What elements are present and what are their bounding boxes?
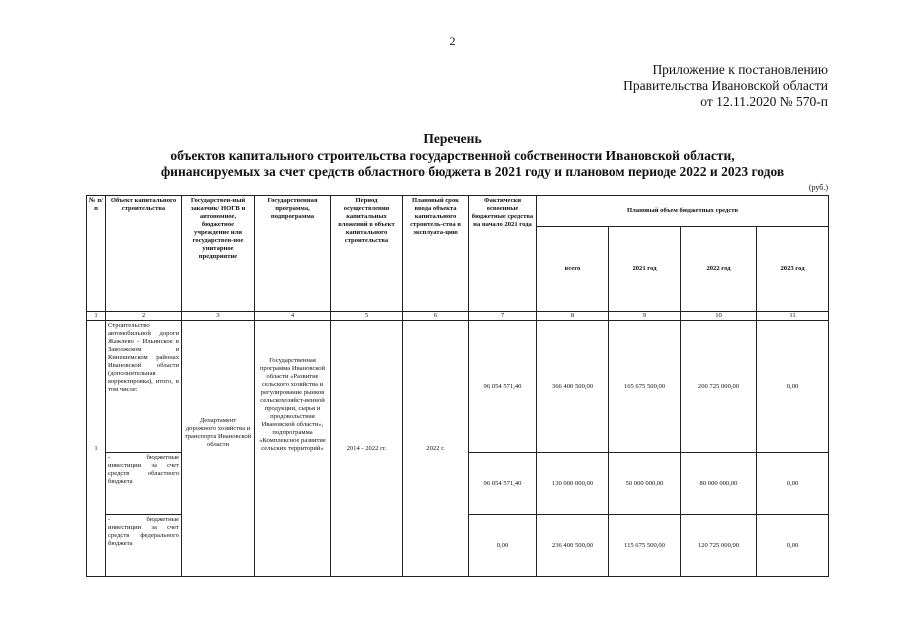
y2022-cell: 120 725 000,00	[681, 515, 757, 577]
header-period: Период осуществления капитальных вложений в объект капитального строительства	[331, 196, 403, 312]
y2023-cell: 0,00	[757, 515, 829, 577]
column-number-row	[87, 312, 829, 321]
document-title	[0, 131, 905, 181]
col-number: 8	[537, 312, 609, 321]
y2021-cell: 50 000 000,00	[609, 453, 681, 515]
header-row	[87, 196, 829, 227]
y2022-cell: 200 725 000,00	[681, 321, 757, 453]
objects-table	[86, 195, 829, 577]
header-2022: 2022 год	[681, 227, 757, 312]
header-commission: Плановый срок ввода объекта капитального строитель-ства в эксплуата-цию	[403, 196, 469, 312]
header-planned: Плановый объем бюджетных средств	[537, 196, 829, 227]
total-cell: 236 400 500,00	[537, 515, 609, 577]
appendix-line-3: от 12.11.2020 № 570-п	[700, 94, 828, 109]
col-number: 7	[469, 312, 537, 321]
col-number: 2	[106, 312, 182, 321]
object-name: - бюджетные инвестиции за счет средств областного бюджета	[106, 453, 182, 515]
header-2023: 2023 год	[757, 227, 829, 312]
header-program: Государственная программа, подпрограмма	[255, 196, 331, 312]
col-number: 6	[403, 312, 469, 321]
title-line-3: финансируемых за счет средств областного бюджета в 2021 году и плановом периоде 2022 и 2023 годов	[160, 164, 785, 179]
y2023-cell: 0,00	[757, 321, 829, 453]
total-cell: 130 000 000,00	[537, 453, 609, 515]
header-total: всего	[537, 227, 609, 312]
fact-cell: 96 054 571,40	[469, 453, 537, 515]
title-line-2: объектов капитального строительства государственной собственности Ивановской области,	[170, 147, 735, 163]
y2022-cell: 80 000 000,00	[681, 453, 757, 515]
total-cell: 366 400 500,00	[537, 321, 609, 453]
appendix-note	[623, 62, 828, 110]
row-number: 1	[87, 321, 106, 577]
unit-label: (руб.)	[808, 183, 828, 192]
appendix-line-2: Правительства Ивановской области	[623, 78, 828, 93]
col-number: 5	[331, 312, 403, 321]
table-row	[87, 321, 829, 453]
object-name: Строительство автомобильной дороги Жажлево - Ильинское в Заволжском и Кинешемском районах Ивановской области (дополнительная корректировка), итого, в том числе:	[106, 321, 182, 453]
customer-cell: Департамент дорожного хозяйства и транспорта Ивановской области	[182, 321, 255, 577]
period-cell: 2014 - 2022 гг.	[331, 321, 403, 577]
header-object: Объект капитального строительства	[106, 196, 182, 312]
header-number: № п/п	[87, 196, 106, 312]
object-name: - бюджетные инвестиции за счет средств федерального бюджета	[106, 515, 182, 577]
col-number: 3	[182, 312, 255, 321]
header-customer: Государствен-ный заказчик/ НОГВ и автономное, бюджетное учреждение или государствен-ное унитарное предприятие	[182, 196, 255, 312]
col-number: 1	[87, 312, 106, 321]
col-number: 4	[255, 312, 331, 321]
appendix-line-1: Приложение к постановлению	[652, 62, 828, 77]
y2021-cell: 165 675 500,00	[609, 321, 681, 453]
header-2021: 2021 год	[609, 227, 681, 312]
title-line-1: Перечень	[423, 131, 482, 146]
commission-cell: 2022 г.	[403, 321, 469, 577]
fact-cell: 96 054 571,40	[469, 321, 537, 453]
fact-cell: 0,00	[469, 515, 537, 577]
col-number: 10	[681, 312, 757, 321]
y2023-cell: 0,00	[757, 453, 829, 515]
col-number: 11	[757, 312, 829, 321]
program-cell: Государственная программа Ивановской области «Развитие сельского хозяйства и регулирование рынков сельскохозяйст-венной продукции, сырья и продовольствия Ивановской области», подпрограмма «Комплексное развитие сельских территорий»	[255, 321, 331, 577]
page-number: 2	[449, 34, 456, 48]
header-fact: Фактически освоенные бюджетные средства на начало 2021 года	[469, 196, 537, 312]
col-number: 9	[609, 312, 681, 321]
y2021-cell: 115 675 500,00	[609, 515, 681, 577]
